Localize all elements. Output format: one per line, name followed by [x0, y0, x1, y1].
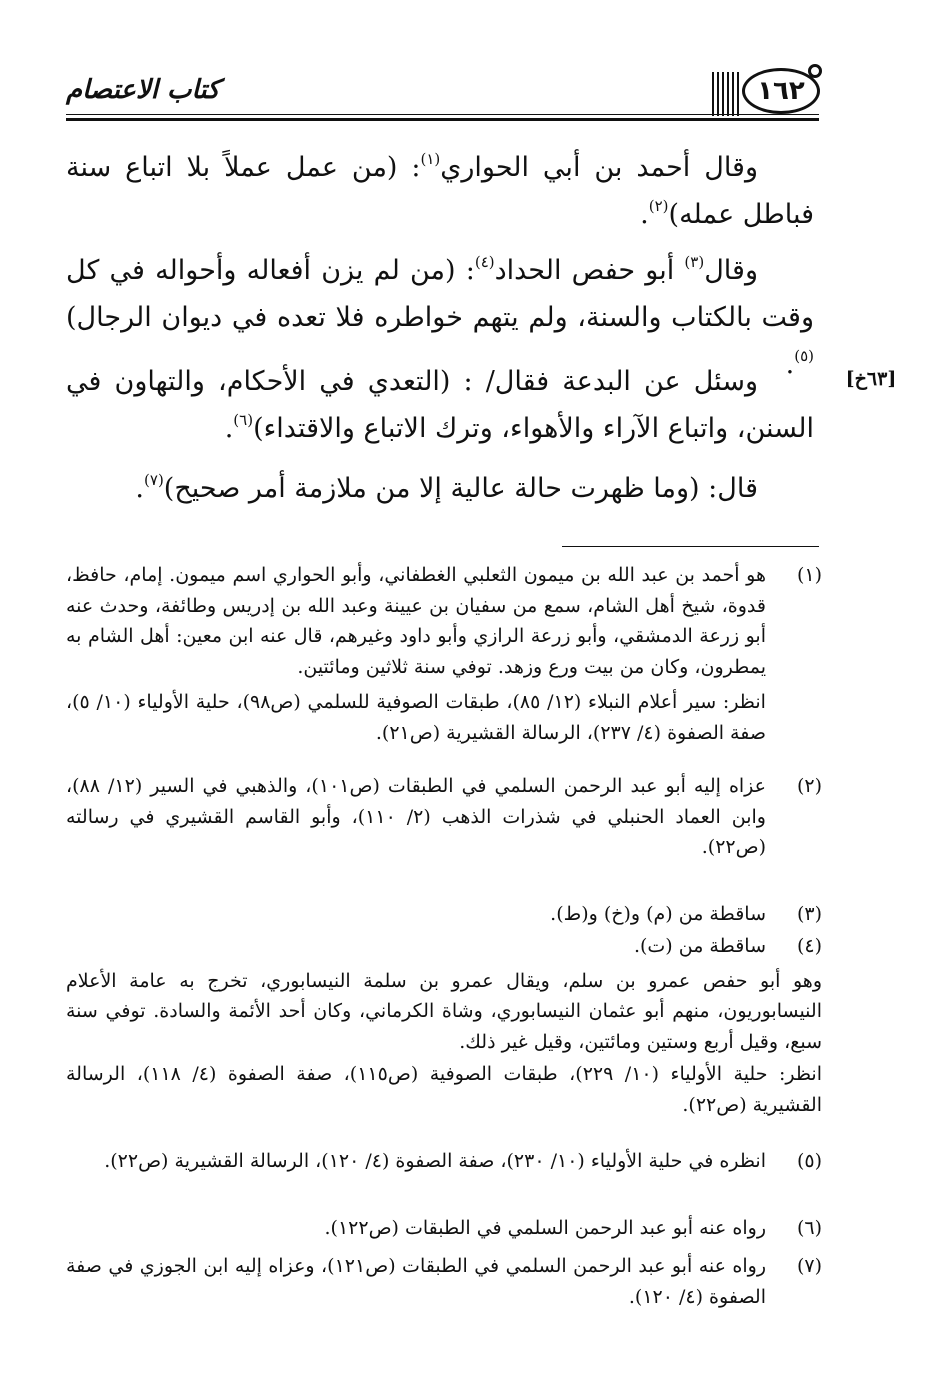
- footnote-ref-4[interactable]: (٤): [474, 253, 495, 271]
- footnote-7: [66, 1251, 822, 1312]
- footnote-separator: [562, 546, 819, 547]
- footnote-number: (٣): [796, 903, 822, 925]
- footnote-number: (٦): [796, 1217, 822, 1239]
- paragraph-4: [66, 465, 814, 512]
- footnote-text: رواه عنه أبو عبد الرحمن السلمي في الطبقات (ص١٢٢).: [324, 1217, 766, 1239]
- footnote-ref-5[interactable]: (٥): [794, 347, 814, 365]
- footnote-text: رواه عنه أبو عبد الرحمن السلمي في الطبقات (ص١٢١)، وعزاه إليه ابن الجوزي في صفة الصفوة (٤/ ١٢٠).: [66, 1255, 766, 1308]
- footnote-number: (٧): [796, 1255, 822, 1277]
- footnote-number: (٤): [796, 935, 822, 957]
- footnote-ref-3[interactable]: (٣): [684, 253, 705, 271]
- paragraph-1: [66, 144, 814, 238]
- footnote-text: ساقطة من (ت).: [633, 935, 766, 957]
- footnote-3: [66, 899, 822, 930]
- ornament-curl: [808, 64, 822, 78]
- p1-text-c: .: [640, 199, 649, 230]
- footnote-biography: وهو أبو حفص عمرو بن سلم، ويقال عمرو بن سلمة النيسابوري، تخرج به عامة الأعلام النيسابوريون، منهم أبو عثمان النيسابوري، وشاة الكرماني، وكان أحد الأئمة والسادة. توفي سنة سبع، وقيل أربع وستين ومائتين، وقيل غير ذلك.: [66, 969, 822, 1053]
- footnote-text: ساقطة من (م) و(خ) و(ط).: [550, 903, 766, 925]
- footnote-5: [66, 1146, 822, 1177]
- footnote-number: (٢): [796, 775, 822, 797]
- p3-text-a: وسئل عن البدعة فقال/ : (التعدي في الأحكام، والتهاون في السنن، واتباع الآراء والأهواء، وترك الاتباع والاقتداء): [66, 366, 814, 444]
- p2-text-b: أبو حفص الحداد: [494, 255, 685, 286]
- footnote-sources: انظر: حلية الأولياء (١٠/ ٢٢٩)، طبقات الصوفية (ص١١٥)، صفة الصفوة (٤/ ١١٨)، الرسالة القشيرية (ص٢٢).: [66, 1063, 822, 1116]
- header-rule: [66, 114, 819, 121]
- footnote-6: [66, 1213, 822, 1244]
- p2-text-d: .: [785, 349, 795, 380]
- footnote-ref-6[interactable]: (٦): [233, 411, 254, 429]
- p1-text-a: وقال أحمد بن أبي الحواري: [440, 152, 758, 183]
- footnote-ref-7[interactable]: (٧): [144, 471, 164, 489]
- p4-text-a: قال: (وما ظهرت حالة عالية إلا من ملازمة أمر صحيح): [163, 473, 758, 504]
- footnote-2: [66, 771, 822, 863]
- ornament-bars: [712, 72, 742, 116]
- footnote-ref-2[interactable]: (٢): [648, 197, 669, 215]
- footnote-text: هو أحمد بن عبد الله بن ميمون الثعلبي الغطفاني، وأبو الحواري اسم ميمون. إمام، حافظ، قدوة، شيخ أهل الشام، سمع من سفيان بن عيينة وعبد الله بن إدريس وطائفة، وحدث عنه أبو زرعة الدمشقي، وأبو زرعة الرازي وأبو داود وغيرهم، قال عنه ابن معين: أهل الشام به يمطرون، وكان من بيت ورع وزهد. توفي سنة ثلاثين ومائتين.: [66, 564, 766, 678]
- footnote-number: (٥): [796, 1150, 822, 1172]
- paragraph-3: [66, 358, 814, 452]
- p1-text-b: : (من عمل عملاً بلا اتباع سنة فباطل عمله): [66, 152, 814, 230]
- footnote-number: (١): [796, 564, 822, 586]
- footnote-ref-1[interactable]: (١): [420, 150, 441, 168]
- running-header-title: كتاب الاعتصام: [66, 75, 220, 105]
- footnote-sources: انظر: سير أعلام النبلاء (١٢/ ٨٥)، طبقات الصوفية للسلمي (ص٩٨)، حلية الأولياء (١٠/ ٥)، صفة الصفوة (٤/ ٢٣٧)، الرسالة القشيرية (ص٢١).: [66, 691, 766, 744]
- footnote-text: انظره في حلية الأولياء (١٠/ ٢٣٠)، صفة الصفوة (٤/ ١٢٠)، الرسالة القشيرية (ص٢٢).: [104, 1150, 766, 1172]
- p4-text-b: .: [135, 473, 145, 504]
- p2-text-a: وقال: [704, 255, 758, 286]
- footnote-text: عزاه إليه أبو عبد الرحمن السلمي في الطبقات (ص١٠١)، والذهبي في السير (١٢/ ٨٨)، وابن العماد الحنبلي في شذرات الذهب (٢/ ١١٠)، وأبو القاسم القشيري في رسالته (ص٢٢).: [66, 775, 767, 858]
- page-number-ornament: [712, 66, 824, 118]
- footnote-1: [66, 560, 822, 748]
- manuscript-folio-marker: [٦٣خ]: [845, 368, 897, 390]
- p3-text-b: .: [224, 413, 234, 444]
- p2-text-c: : (من لم يزن أفعاله وأحواله في كل وقت بالكتاب والسنة، ولم يتهم خواطره فلا تعده في ديوان الرجال): [66, 255, 814, 333]
- footnote-4: [66, 931, 822, 1120]
- page-number: ١٦٢: [742, 68, 820, 114]
